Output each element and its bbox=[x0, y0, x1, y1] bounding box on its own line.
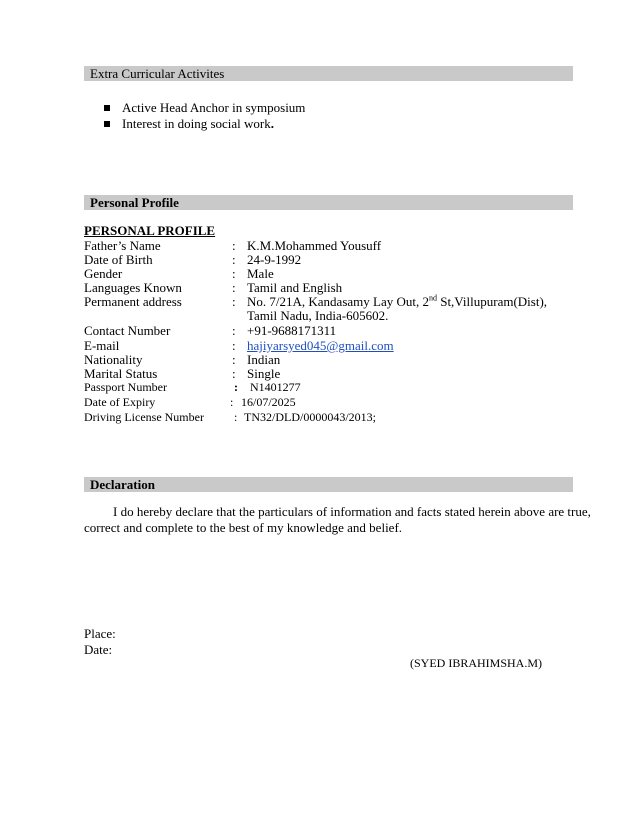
email-link[interactable]: hajiyarsyed045@gmail.com bbox=[247, 338, 394, 353]
signature: (SYED IBRAHIMSHA.M) bbox=[410, 656, 543, 670]
personal-profile-subheading: PERSONAL PROFILE bbox=[84, 223, 216, 238]
bullet-square-icon bbox=[104, 121, 110, 127]
extra-curricular-heading: Extra Curricular Activites bbox=[84, 66, 573, 81]
declaration-text-line2: correct and complete to the best of my knowledge and belief. bbox=[84, 520, 403, 535]
declaration-text-line1: I do hereby declare that the particulars of information and facts stated herein above are true, bbox=[113, 504, 591, 519]
date-label: Date: bbox=[84, 642, 113, 657]
declaration-heading: Declaration bbox=[84, 477, 573, 492]
personal-profile-heading: Personal Profile bbox=[84, 195, 573, 210]
place-label: Place: bbox=[84, 626, 116, 641]
extra-curricular-list bbox=[104, 100, 305, 132]
list-item: Active Head Anchor in symposium bbox=[104, 100, 305, 116]
bullet-square-icon bbox=[104, 105, 110, 111]
list-item: Interest in doing social work. bbox=[104, 116, 305, 132]
